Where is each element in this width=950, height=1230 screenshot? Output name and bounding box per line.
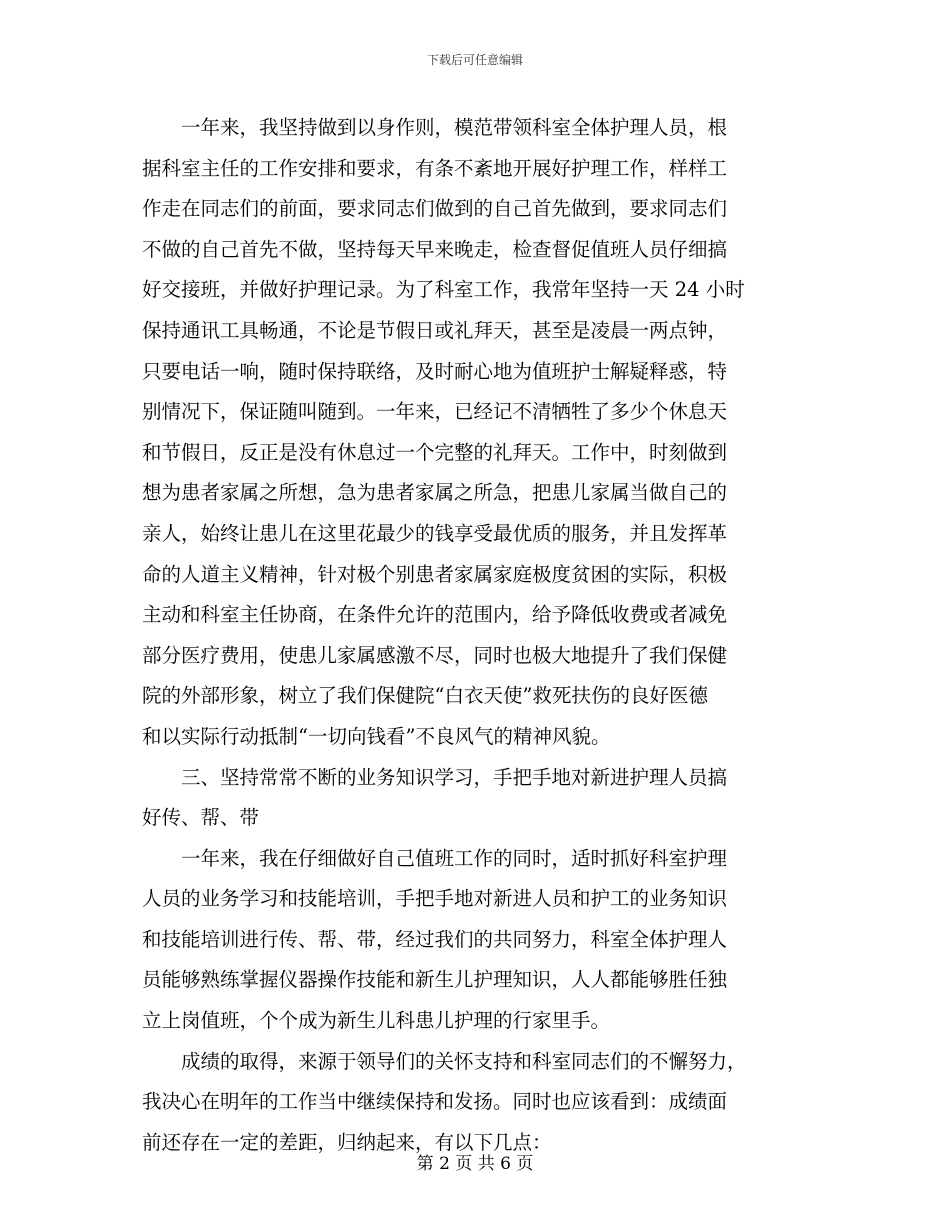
paragraph-summary — [142, 1042, 806, 1164]
text-line: 成绩的取得，来源于领导们的关怀支持和科室同志们的不懈努力， — [142, 1049, 747, 1073]
text-line: 前还存在一定的差距，归纳起来，有以下几点： — [142, 1130, 552, 1154]
text-line: 和技能培训进行传、帮、带，经过我们的共同努力，科室全体护理人 — [142, 927, 728, 951]
text-line: 和以实际行动抵制“一切向钱看”不良风气的精神风貌。 — [142, 724, 611, 748]
text-line: 主动和科室主任协商，在条件允许的范围内，给予降低收费或者减免 — [142, 603, 728, 627]
text-line: 命的人道主义精神，针对极个别患者家属家庭极度贫困的实际，积极 — [142, 562, 728, 586]
page-number-footer: 第 2 页 共 6 页 — [416, 1154, 534, 1174]
text-line: 院的外部形象，树立了我们保健院“白衣天使”救死扶伤的良好医德 — [142, 684, 708, 708]
section-heading-three — [142, 758, 806, 839]
paragraph-work-attitude — [142, 108, 806, 758]
text-line: 据科室主任的工作安排和要求，有条不紊地开展好护理工作，样样工 — [142, 156, 728, 180]
text-line: 好交接班，并做好护理记录。为了科室工作，我常年坚持一天 24 小时 — [142, 278, 745, 302]
text-line: 别情况下，保证随叫随到。一年来，已经记不清牺牲了多少个休息天 — [142, 400, 728, 424]
text-line: 和节假日，反正是没有休息过一个完整的礼拜天。工作中，时刻做到 — [142, 440, 728, 464]
text-line: 想为患者家属之所想，急为患者家属之所急，把患儿家属当做自己的 — [142, 481, 728, 505]
text-line: 保持通讯工具畅通，不论是节假日或礼拜天，甚至是凌晨一两点钟， — [142, 318, 728, 342]
text-line: 不做的自己首先不做，坚持每天早来晚走，检查督促值班人员仔细搞 — [142, 237, 728, 261]
text-line: 我决心在明年的工作当中继续保持和发扬。同时也应该看到：成绩面 — [142, 1090, 728, 1114]
page-header: 下载后可任意编辑 — [426, 53, 523, 67]
text-line: 作走在同志们的前面，要求同志们做到的自己首先做到，要求同志们 — [142, 197, 728, 221]
text-line: 只要电话一响，随时保持联络，及时耐心地为值班护士解疑释惑，特 — [142, 359, 728, 383]
text-line: 一年来，我在仔细做好自己值班工作的同时，适时抓好科室护理 — [142, 846, 728, 870]
text-line: 人员的业务学习和技能培训，手把手地对新进人员和护工的业务知识 — [142, 887, 728, 911]
heading-line: 三、坚持常常不断的业务知识学习，手把手地对新进护理人员搞 — [142, 765, 728, 789]
text-line: 部分医疗费用，使患儿家属感激不尽，同时也极大地提升了我们保健 — [142, 643, 728, 667]
paragraph-training — [142, 839, 806, 1042]
text-line: 员能够熟练掌握仪器操作技能和新生儿护理知识，人人都能够胜任独 — [142, 968, 728, 992]
text-line: 亲人，始终让患儿在这里花最少的钱享受最优质的服务，并且发挥革 — [142, 521, 728, 545]
text-line: 一年来，我坚持做到以身作则，模范带领科室全体护理人员，根 — [142, 116, 728, 139]
text-line: 立上岗值班，个个成为新生儿科患儿护理的行家里手。 — [142, 1009, 611, 1033]
heading-line: 好传、帮、带 — [142, 806, 260, 830]
document-body — [142, 108, 806, 1163]
